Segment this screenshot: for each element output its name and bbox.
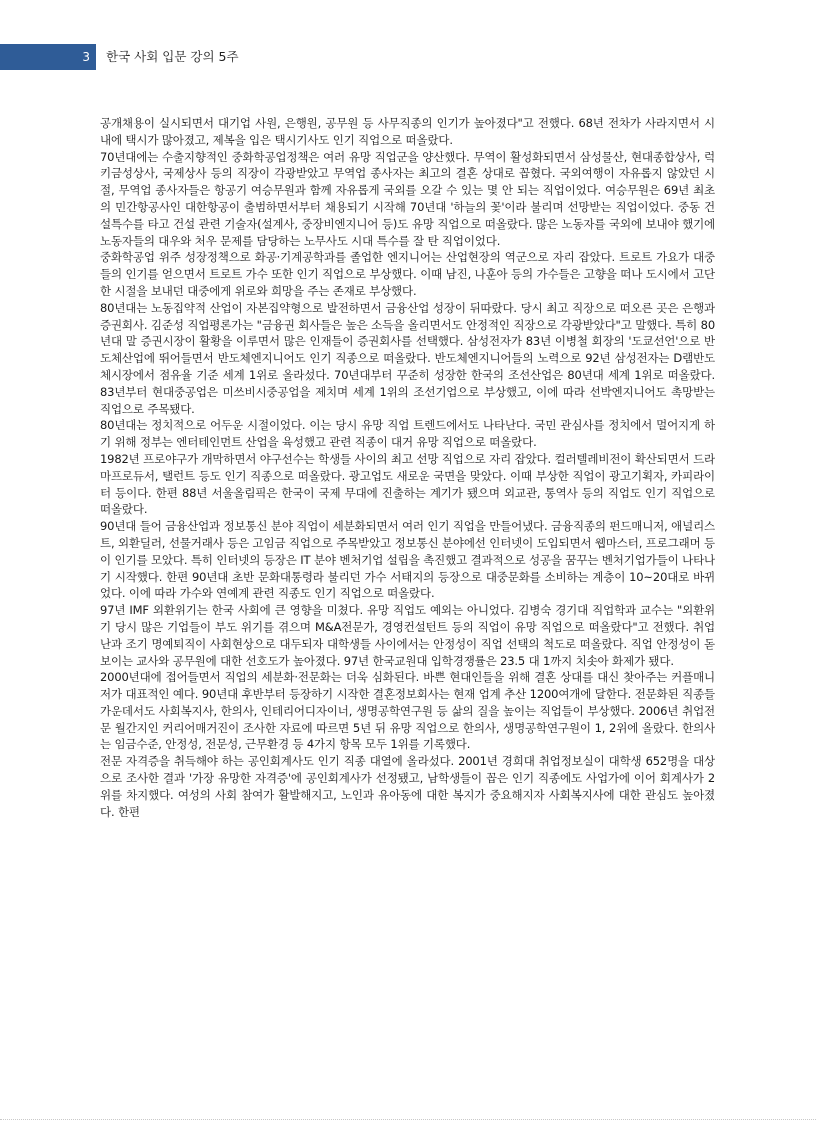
paragraph: 80년대는 노동집약적 산업이 자본집약형으로 발전하면서 금융산업 성장이 뒤따랐다. 당시 최고 직장으로 떠오른 곳은 은행과 증권회사. 김준성 직업평론가는 "금융권 회사들은 높은 소득을 올리면서도 안정적인 직장으로 각광받았다"고 말했다. 특히 80년대 말 증권시장이 활황을 이루면서 많은 인재들이 증권회사를 선택했다. 삼성전자가 83년 이병철 회장의 '도쿄선언'으로 반도체산업에 뛰어들면서 반도체엔지니어도 인기 직종으로 떠올랐다. 반도체엔지니어들의 노력으로 92년 삼성전자는 D램반도체시장에서 점유율 기준 세계 1위로 올라섰다. 70년대부터 꾸준히 성장한 한국의 조선산업은 80년대 세계 1위로 떠올랐다. 83년부터 현대중공업은 미쓰비시중공업을 제치며 세계 1위의 조선기업으로 부상했고, 이에 따라 선박엔지니어도 촉망받는 직업으로 주목됐다. <box>100 300 715 416</box>
paragraph: 97년 IMF 외환위기는 한국 사회에 큰 영향을 미쳤다. 유망 직업도 예외는 아니었다. 김병숙 경기대 직업학과 교수는 "외환위기 당시 많은 기업들이 부도 위기를 겪으며 M&A전문가, 경영컨설턴트 등의 직업이 유망 직업으로 떠올랐다"고 전했다. 취업난과 조기 명예퇴직이 사회현상으로 대두되자 대학생들 사이에서는 안정성이 직업 선택의 척도로 떠올랐다. 직업 안정성이 돋보이는 교사와 공무원에 대한 선호도가 높아졌다. 97년 한국교원대 입학경쟁률은 23.5 대 1까지 치솟아 화제가 됐다. <box>100 603 715 668</box>
paragraph: 80년대는 정치적으로 어두운 시절이었다. 이는 당시 유망 직업 트렌드에서도 나타난다. 국민 관심사를 정치에서 멀어지게 하기 위해 정부는 엔터테인먼트 산업을 육성했고 관련 직종이 대거 유망 직업으로 떠올랐다. <box>100 418 715 450</box>
page-number: 3 <box>0 44 96 70</box>
footer-divider <box>0 1119 816 1120</box>
paragraph: 전문 자격증을 취득해야 하는 공인회계사도 인기 직종 대열에 올라섰다. 2001년 경희대 취업정보실이 대학생 652명을 대상으로 조사한 결과 '가장 유망한 자격증'에 공인회계사가 선정됐고, 남학생들이 꼽은 인기 직종에도 사업가에 이어 회계사가 2위를 차지했다. 여성의 사회 참여가 활발해지고, 노인과 유아동에 대한 복지가 중요해지자 사회복지사에 대한 관심도 높아졌다. 한편 <box>100 754 715 819</box>
paragraph: 중화학공업 위주 성장정책으로 화공·기계공학과를 졸업한 엔지니어는 산업현장의 역군으로 자리 잡았다. 트로트 가요가 대중들의 인기를 얻으면서 트로트 가수 또한 인기 직업으로 부상했다. 이때 남진, 나훈아 등의 가수들은 고향을 떠나 도시에서 고단한 시절을 보내던 대중에게 위로와 희망을 주는 존재로 부상했다. <box>100 250 715 298</box>
header-title: 한국 사회 입문 강의 5주 <box>106 49 239 64</box>
paragraph: 공개채용이 실시되면서 대기업 사원, 은행원, 공무원 등 사무직종의 인기가 높아졌다"고 전했다. 68년 전차가 사라지면서 시내에 택시가 많아졌고, 제복을 입은 택시기사도 인기 직업으로 떠올랐다. <box>100 116 715 147</box>
paragraph: 90년대 들어 금융산업과 정보통신 분야 직업이 세분화되면서 여러 인기 직업을 만들어냈다. 금융직종의 펀드매니저, 애널리스트, 외환딜러, 선물거래사 등은 고임금 직업으로 주목받았고 정보통신 분야에선 인터넷이 도입되면서 웹마스터, 프로그래머 등이 인기를 모았다. 특히 인터넷의 등장은 IT 분야 벤처기업 설립을 촉진했고 결과적으로 성공을 꿈꾸는 벤처기업가들이 나타나기 시작했다. 한편 90년대 초반 문화대통령라 불리던 가수 서태지의 등장으로 대중문화를 소비하는 계층이 10~20대로 바뀌었다. 이에 따라 가수와 연예계 관련 직종도 인기 직업으로 떠올랐다. <box>100 519 715 601</box>
paragraph: 1982년 프로야구가 개막하면서 야구선수는 학생들 사이의 최고 선망 직업으로 자리 잡았다. 컬러텔레비전이 확산되면서 드라마프로듀서, 탤런트 등도 인기 직종으로 떠올랐다. 광고업도 새로운 국면을 맞았다. 이때 부상한 직업이 광고기획자, 카피라이터 등이다. 한편 88년 서울올림픽은 한국이 국제 무대에 진출하는 계기가 됐으며 외교관, 통역사 등의 직업도 인기 직업으로 떠올랐다. <box>100 451 715 517</box>
paragraph: 70년대에는 수출지향적인 중화학공업정책은 여러 유망 직업군을 양산했다. 무역이 활성화되면서 삼성물산, 현대종합상사, 럭키금성상사, 국제상사 등의 직장이 각광받았고 무역업 종사자는 최고의 결혼 상대로 꼽혔다. 국외여행이 자유롭지 않았던 시절, 무역업 종사자들은 항공기 여승무원과 함께 자유롭게 국외를 오갈 수 있는 몇 안 되는 직업이었다. 여승무원은 69년 최초의 민간항공사인 대한항공이 출범하면서부터 채용되기 시작해 70년대 '하늘의 꽃'이라 불리며 선망받는 직업이었다. 중동 건설특수를 타고 건설 관련 기술자(설계사, 중장비엔지니어 등)도 유망 직업으로 떠올랐다. 많은 노동자를 국외에 보내야 했기에 노동자들의 대우와 처우 문제를 담당하는 노무사도 시대 특수를 잘 탄 직업이었다. <box>100 149 715 248</box>
document-body <box>100 115 715 820</box>
paragraph: 2000년대에 접어들면서 직업의 세분화·전문화는 더욱 심화된다. 바쁜 현대인들을 위해 결혼 상대를 대신 찾아주는 커플매니저가 대표적인 예다. 90년대 후반부터 등장하기 시작한 결혼정보회사는 현재 업계 추산 1200여개에 달한다. 전문화된 직종들 가운데서도 사회복지사, 한의사, 인테리어디자이너, 생명공학연구원 등 삶의 질을 높이는 직업들이 부상했다. 2006년 취업전문 월간지인 커리어매거진이 조사한 자료에 따르면 5년 뒤 유망 직업으로 한의사, 생명공학연구원이 1, 2위에 올랐다. 한의사는 임금수준, 안정성, 전문성, 근무환경 등 4가지 항목 모두 1위를 기록했다. <box>100 670 715 752</box>
page-header <box>0 44 816 70</box>
